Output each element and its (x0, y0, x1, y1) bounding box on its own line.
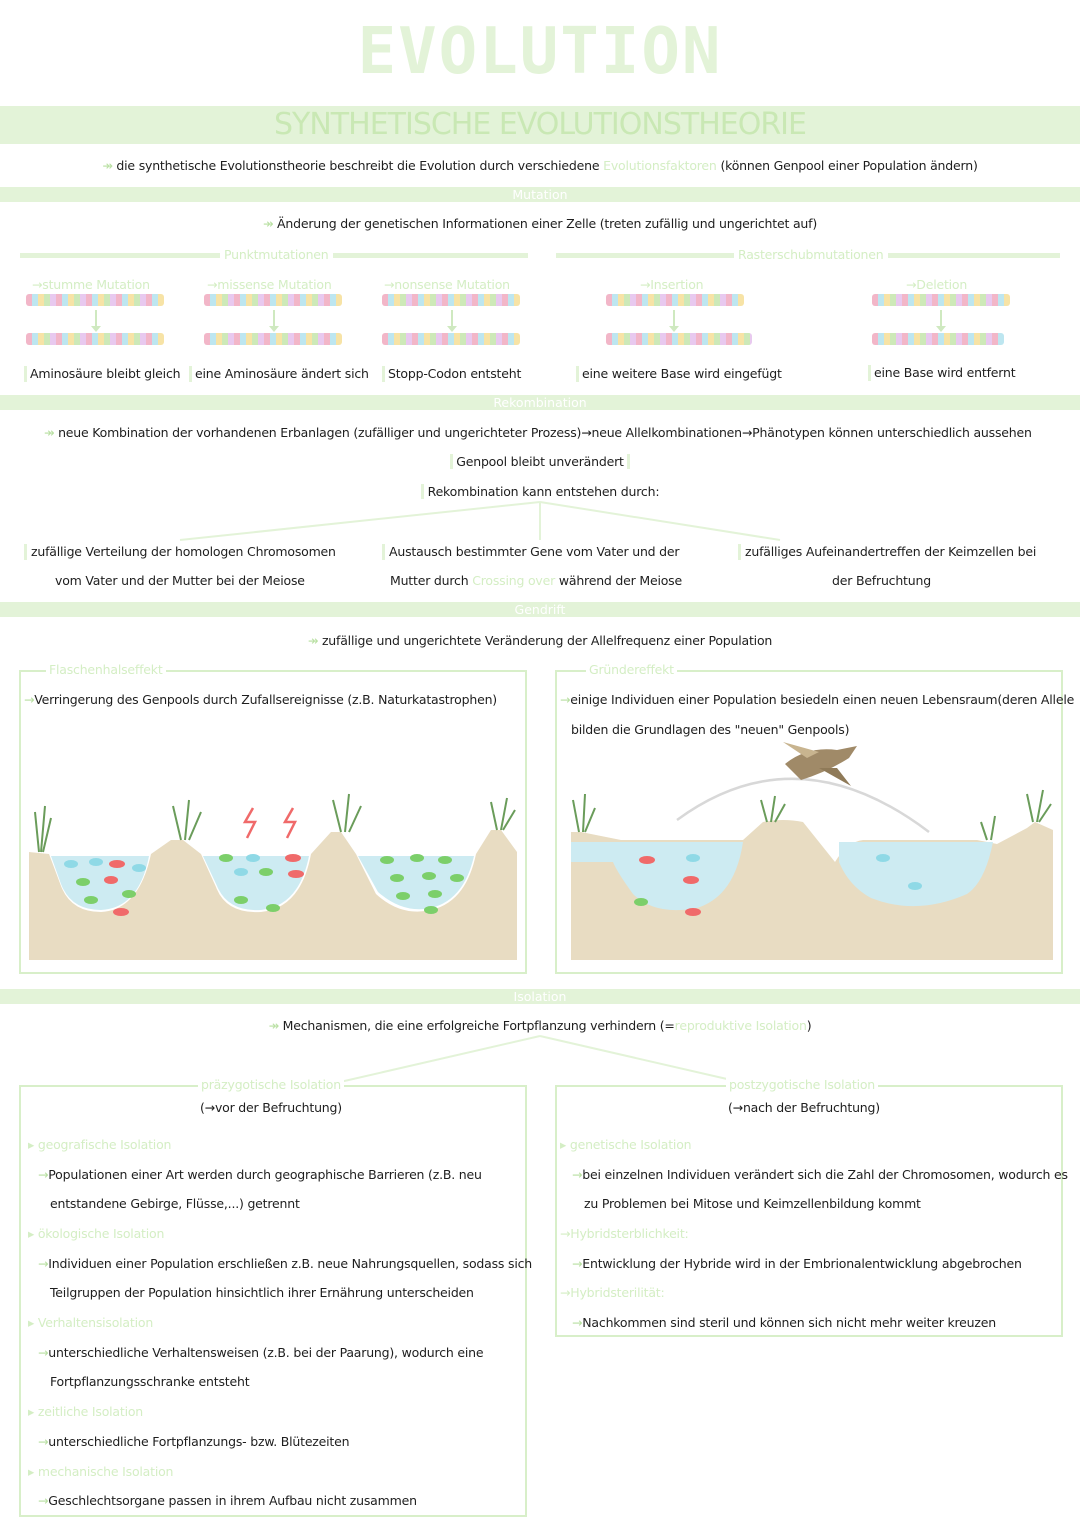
intro-pre: die synthetische Evolutionstheorie beschreibt die Evolution durch verschiedene (116, 158, 600, 173)
iso-text: unterschiedliche Verhaltensweisen (z.B. bei der Paarung), wodurch eine (48, 1345, 484, 1360)
iso-item-text: entstandene Gebirge, Flüsse,...) getrennt (50, 1196, 300, 1211)
isolation-def-pre: Mechanismen, die eine erfolgreiche Fortpflanzung verhindern (= (282, 1018, 675, 1033)
founder-text-line1: →einige Individuen einer Population besiedeln einen neuen Lebensraum(deren Allele (560, 692, 1075, 707)
dna-strand (382, 294, 520, 306)
founder-text-1: einige Individuen einer Population besiedeln einen neuen Lebensraum(deren Allele (570, 692, 1075, 707)
branch-lines (0, 500, 1080, 545)
founder-text-line2: bilden die Grundlagen des "neuen" Genpools) (571, 722, 850, 737)
down-arrow (940, 310, 942, 328)
frame-mutation-header: Rasterschubmutationen (734, 247, 888, 263)
down-arrow (451, 310, 453, 328)
isolation-header (0, 989, 1080, 1004)
cause-2-line2 (390, 573, 682, 589)
iso-text: Nachkommen sind steril und können sich nicht mehr weiter kreuzen (582, 1315, 996, 1330)
cause-2-post: während der Meiose (558, 573, 682, 588)
grass-icon (573, 790, 1051, 840)
isolation-definition: ↠ Mechanismen, die eine erfolgreiche Fortpflanzung verhindern (=reproduktive Isolation) (268, 1018, 812, 1033)
mutation-header-label: Mutation (512, 187, 568, 202)
iso-item-text: Fortpflanzungsschranke entsteht (50, 1374, 250, 1389)
point-mutation-header: Punktmutationen (220, 247, 333, 263)
iso-item-text: →unterschiedliche Fortpflanzungs- bzw. Blütezeiten (38, 1434, 350, 1449)
down-arrow (273, 310, 275, 328)
iso-item-name: ▸ geografische Isolation (28, 1137, 172, 1152)
reproductive-isolation-term: reproduktive Isolation (674, 1018, 807, 1033)
mutation-header (0, 187, 1080, 202)
crossing-over-term: Crossing over (472, 573, 556, 588)
iso-text: Entwicklung der Hybride wird in der Embrionalentwicklung abgebrochen (582, 1256, 1022, 1271)
subtitle: SYNTHETISCHE EVOLUTIONSTHEORIE (274, 107, 806, 142)
iso-item-name: →Hybridsterblichkeit: (560, 1226, 689, 1241)
postzygotic-title: postzygotische Isolation (726, 1077, 878, 1093)
iso-text: Populationen einer Art werden durch geographische Barrieren (z.B. neu (48, 1167, 482, 1182)
geografische-isolation: geografische Isolation (37, 1137, 172, 1152)
oekologische-isolation: ökologische Isolation (37, 1226, 165, 1241)
mutation-type-name: →stumme Mutation (32, 277, 150, 292)
dna-strand (606, 294, 744, 306)
dna-strand (872, 333, 1004, 345)
page-title: EVOLUTION (357, 15, 723, 89)
cause-2-pre: Mutter durch (390, 573, 469, 588)
intro-post: (können Genpool einer Population ändern) (720, 158, 978, 173)
rekombination-header (0, 395, 1080, 410)
mutation-result: Stopp-Codon entsteht (382, 366, 521, 382)
founder-box (555, 670, 1063, 974)
dna-strand (204, 333, 342, 345)
iso-item-text: →Geschlechtsorgane passen in ihrem Aufbau nicht zusammen (38, 1493, 417, 1508)
mutation-type-name: →missense Mutation (207, 277, 332, 292)
mutation-result: eine weitere Base wird eingefügt (576, 366, 782, 382)
cause-1-line1: zufällige Verteilung der homologen Chromosomen (24, 544, 336, 560)
bottleneck-text-content: Verringerung des Genpools durch Zufallsereignisse (z.B. Naturkatastrophen) (34, 692, 497, 707)
intro-line: ↠ die synthetische Evolutionstheorie beschreibt die Evolution durch verschiedene Evolutionsfaktoren (können Genpool einer Population ändern) (102, 158, 978, 173)
postzygotic-sub: (→nach der Befruchtung) (728, 1100, 880, 1115)
gendrift-definition: ↠ zufällige und ungerichtete Veränderung der Allelfrequenz einer Population (307, 633, 773, 648)
genpool-note-text: Genpool bleibt unverändert (450, 454, 629, 469)
zeitliche-isolation: zeitliche Isolation (37, 1404, 144, 1419)
mutation-type-name: →nonsense Mutation (384, 277, 510, 292)
gendrift-header (0, 602, 1080, 617)
iso-item-text: zu Problemen bei Mitose und Keimzellenbildung kommt (584, 1196, 921, 1211)
iso-item-name: ▸ ökologische Isolation (28, 1226, 165, 1241)
iso-item-text: →Nachkommen sind steril und können sich nicht mehr weiter kreuzen (572, 1315, 996, 1330)
dna-strand (606, 333, 752, 345)
iso-item-text: →unterschiedliche Verhaltensweisen (z.B. bei der Paarung), wodurch eine (38, 1345, 484, 1360)
rekombination-definition: ↠ neue Kombination der vorhandenen Erbanlagen (zufälliger und ungerichteter Prozess)→neue Allelkombinationen→Phänotypen können unterschiedlich aussehen (44, 425, 1032, 440)
iso-item-text: Teilgruppen der Population hinsichtlich ihrer Ernährung unterscheiden (50, 1285, 474, 1300)
iso-item-text: →Entwicklung der Hybride wird in der Embrionalentwicklung abgebrochen (572, 1256, 1022, 1271)
fish-icon (876, 854, 890, 862)
iso-item-text: →bei einzelnen Individuen verändert sich die Zahl der Chromosomen, wodurch es (572, 1167, 1068, 1182)
grass-icon (35, 794, 515, 852)
iso-text: unterschiedliche Fortpflanzungs- bzw. Blütezeiten (48, 1434, 350, 1449)
dna-strand (204, 294, 342, 306)
dna-strand (26, 333, 164, 345)
bottleneck-box (19, 670, 527, 974)
verhaltensisolation: Verhaltensisolation (37, 1315, 154, 1330)
down-arrow (673, 310, 675, 328)
mutation-definition-text: Änderung der genetischen Informationen einer Zelle (treten zufällig und ungerichtet auf) (277, 216, 818, 231)
mutation-type-name: →Insertion (640, 277, 704, 292)
dna-strand (382, 333, 520, 345)
isolation-header-label: Isolation (513, 989, 567, 1004)
rekombination-definition-text: neue Kombination der vorhandenen Erbanlagen (zufälliger und ungerichteter Prozess)→neue Allelkombinationen→Phänotypen können unterschiedlich aussehen (58, 425, 1032, 440)
isolation-def-post: ) (806, 1018, 812, 1033)
mutation-result: eine Base wird entfernt (868, 365, 1015, 381)
fish-icon (908, 882, 922, 890)
cause-3-line2: der Befruchtung (832, 573, 931, 588)
dna-strand (26, 294, 164, 306)
founder-illustration (557, 672, 1061, 972)
lightning-icon (245, 808, 295, 838)
prezygotic-sub: (→vor der Befruchtung) (200, 1100, 342, 1115)
bottleneck-title: Flaschenhalseffekt (46, 662, 166, 678)
gendrift-header-label: Gendrift (514, 602, 566, 617)
iso-text: Individuen einer Population erschließen z.B. neue Nahrungsquellen, sodass sich (48, 1256, 532, 1271)
genetische-isolation: genetische Isolation (569, 1137, 692, 1152)
mutation-result: eine Aminosäure ändert sich (189, 366, 369, 382)
mutation-type-name: →Deletion (906, 277, 968, 292)
dna-strand (872, 294, 1010, 306)
gendrift-definition-text: zufällige und ungerichtete Veränderung der Allelfrequenz einer Population (321, 633, 773, 648)
down-arrow (95, 310, 97, 328)
genpool-note (0, 454, 1080, 470)
iso-item-name: →Hybridsterilität: (560, 1285, 665, 1300)
causes-title (0, 484, 1080, 500)
prezygotic-title: präzygotische Isolation (198, 1077, 344, 1093)
subtitle-bar (0, 106, 1080, 144)
causes-title-text: Rekombination kann entstehen durch: (421, 484, 660, 499)
mutation-result: Aminosäure bleibt gleich (24, 366, 180, 382)
iso-item-name: ▸ Verhaltensisolation (28, 1315, 154, 1330)
cause-2-line1: Austausch bestimmter Gene vom Vater und der (382, 544, 679, 560)
iso-item-name: ▸ zeitliche Isolation (28, 1404, 144, 1419)
bottleneck-text: →Verringerung des Genpools durch Zufallsereignisse (z.B. Naturkatastrophen) (24, 692, 497, 707)
iso-item-text: →Individuen einer Population erschließen z.B. neue Nahrungsquellen, sodass sich (38, 1256, 532, 1271)
founder-title: Gründereffekt (586, 662, 677, 678)
iso-item-name: ▸ mechanische Isolation (28, 1464, 174, 1479)
cause-3-line1: zufälliges Aufeinandertreffen der Keimzellen bei (738, 544, 1036, 560)
bottleneck-illustration (21, 672, 525, 972)
intro-highlight: Evolutionsfaktoren (603, 158, 717, 173)
cause-1-line2: vom Vater und der Mutter bei der Meiose (55, 573, 305, 588)
iso-text: Geschlechtsorgane passen in ihrem Aufbau nicht zusammen (48, 1493, 417, 1508)
iso-item-text: →Populationen einer Art werden durch geographische Barrieren (z.B. neu (38, 1167, 482, 1182)
iso-item-name: ▸ genetische Isolation (560, 1137, 692, 1152)
mutation-definition: ↠ Änderung der genetischen Informationen einer Zelle (treten zufällig und ungerichtet auf) (262, 216, 818, 231)
isolation-branch-lines (0, 1034, 1080, 1084)
mechanische-isolation: mechanische Isolation (37, 1464, 174, 1479)
iso-text: bei einzelnen Individuen verändert sich die Zahl der Chromosomen, wodurch es (582, 1167, 1068, 1182)
rekombination-header-label: Rekombination (493, 395, 587, 410)
